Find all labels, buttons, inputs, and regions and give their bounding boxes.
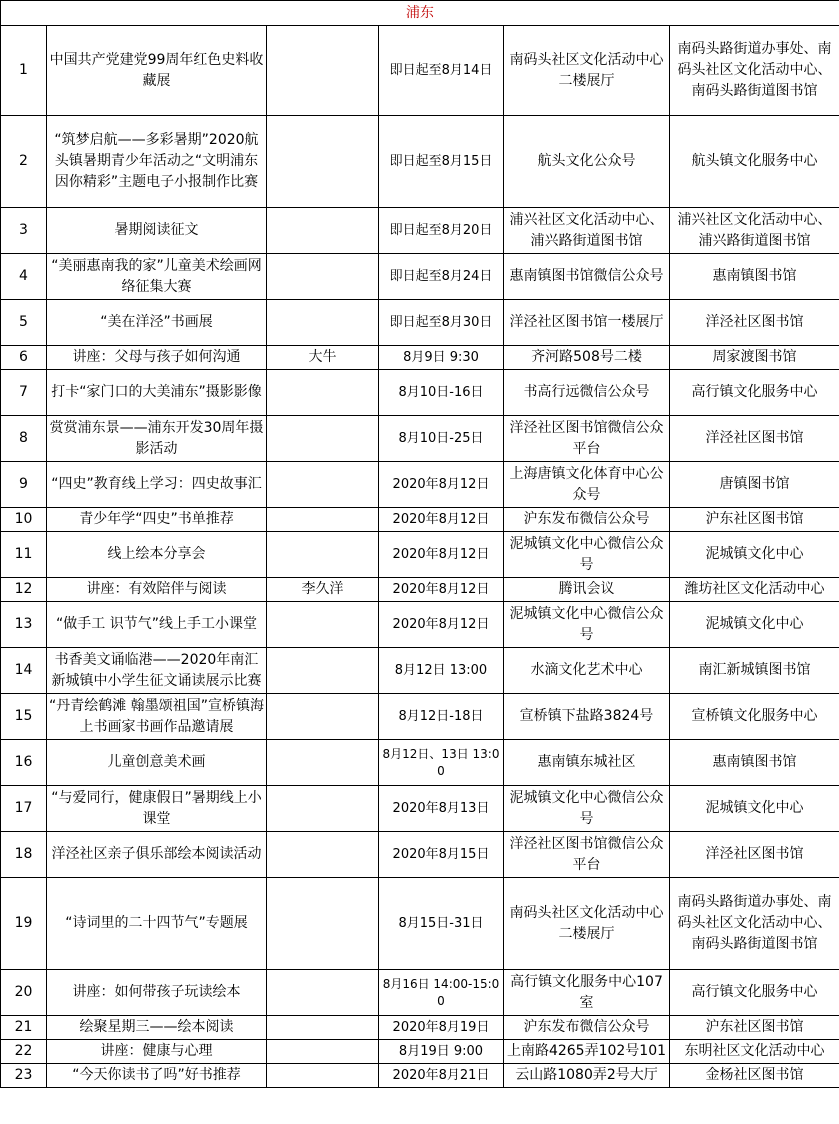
event-organizer: 沪东社区图书馆 bbox=[670, 1016, 839, 1040]
row-number: 18 bbox=[1, 832, 47, 878]
event-location: 上海唐镇文化体育中心公众号 bbox=[504, 462, 670, 508]
event-organizer: 惠南镇图书馆 bbox=[670, 740, 839, 786]
event-location: 洋泾社区图书馆微信公众平台 bbox=[504, 832, 670, 878]
event-location: 南码头社区文化活动中心二楼展厅 bbox=[504, 878, 670, 970]
event-organizer: 洋泾社区图书馆 bbox=[670, 832, 839, 878]
event-location: 泥城镇文化中心微信公众号 bbox=[504, 532, 670, 578]
event-name: 讲座：父母与孩子如何沟通 bbox=[47, 346, 267, 370]
event-name: 暑期阅读征文 bbox=[47, 208, 267, 254]
event-location: 齐河路508号二楼 bbox=[504, 346, 670, 370]
event-name: “丹青绘鹤滩 翰墨颂祖国”宣桥镇海上书画家书画作品邀请展 bbox=[47, 694, 267, 740]
speaker bbox=[267, 416, 379, 462]
event-organizer: 金杨社区图书馆 bbox=[670, 1064, 839, 1088]
table-row bbox=[1, 832, 839, 878]
table-row bbox=[1, 648, 839, 694]
event-location: 云山路1080弄2号大厅 bbox=[504, 1064, 670, 1088]
speaker bbox=[267, 462, 379, 508]
event-time: 2020年8月21日 bbox=[379, 1064, 504, 1088]
event-time: 即日起至8月30日 bbox=[379, 300, 504, 346]
table-row bbox=[1, 370, 839, 416]
table-row bbox=[1, 254, 839, 300]
event-location: 沪东发布微信公众号 bbox=[504, 508, 670, 532]
row-number: 7 bbox=[1, 370, 47, 416]
event-organizer: 潍坊社区文化活动中心 bbox=[670, 578, 839, 602]
event-organizer: 惠南镇图书馆 bbox=[670, 254, 839, 300]
table-row bbox=[1, 878, 839, 970]
event-name: 儿童创意美术画 bbox=[47, 740, 267, 786]
table-row bbox=[1, 462, 839, 508]
event-name: “美丽惠南我的家”儿童美术绘画网络征集大赛 bbox=[47, 254, 267, 300]
event-name: 青少年学“四史”书单推荐 bbox=[47, 508, 267, 532]
event-time: 即日起至8月15日 bbox=[379, 116, 504, 208]
speaker bbox=[267, 26, 379, 116]
event-time: 即日起至8月24日 bbox=[379, 254, 504, 300]
row-number: 21 bbox=[1, 1016, 47, 1040]
event-name: “筑梦启航——多彩暑期”2020航头镇暑期青少年活动之“文明浦东 因你精彩”主题电子小报制作比赛 bbox=[47, 116, 267, 208]
speaker bbox=[267, 602, 379, 648]
row-number: 3 bbox=[1, 208, 47, 254]
event-time: 8月12日 13:00 bbox=[379, 648, 504, 694]
table-row bbox=[1, 26, 839, 116]
speaker bbox=[267, 740, 379, 786]
event-organizer: 航头镇文化服务中心 bbox=[670, 116, 839, 208]
event-location: 泥城镇文化中心微信公众号 bbox=[504, 786, 670, 832]
table-row bbox=[1, 786, 839, 832]
event-time: 8月15日-31日 bbox=[379, 878, 504, 970]
event-location: 上南路4265弄102号101 bbox=[504, 1040, 670, 1064]
row-number: 5 bbox=[1, 300, 47, 346]
event-organizer: 浦兴社区文化活动中心、浦兴路街道图书馆 bbox=[670, 208, 839, 254]
event-time: 即日起至8月14日 bbox=[379, 26, 504, 116]
event-location: 航头文化公众号 bbox=[504, 116, 670, 208]
table-row bbox=[1, 532, 839, 578]
speaker bbox=[267, 694, 379, 740]
event-organizer: 泥城镇文化中心 bbox=[670, 602, 839, 648]
table-row bbox=[1, 740, 839, 786]
speaker bbox=[267, 832, 379, 878]
event-time: 8月10日-25日 bbox=[379, 416, 504, 462]
event-name: 洋泾社区亲子俱乐部绘本阅读活动 bbox=[47, 832, 267, 878]
event-name: 中国共产党建党99周年红色史料收藏展 bbox=[47, 26, 267, 116]
event-organizer: 高行镇文化服务中心 bbox=[670, 370, 839, 416]
speaker bbox=[267, 208, 379, 254]
event-organizer: 高行镇文化服务中心 bbox=[670, 970, 839, 1016]
event-organizer: 泥城镇文化中心 bbox=[670, 786, 839, 832]
row-number: 19 bbox=[1, 878, 47, 970]
event-name: 书香美文诵临港——2020年南汇新城镇中小学生征文诵读展示比赛 bbox=[47, 648, 267, 694]
row-number: 12 bbox=[1, 578, 47, 602]
event-organizer: 沪东社区图书馆 bbox=[670, 508, 839, 532]
event-organizer: 东明社区文化活动中心 bbox=[670, 1040, 839, 1064]
event-organizer: 泥城镇文化中心 bbox=[670, 532, 839, 578]
row-number: 13 bbox=[1, 602, 47, 648]
row-number: 11 bbox=[1, 532, 47, 578]
event-organizer: 宣桥镇文化服务中心 bbox=[670, 694, 839, 740]
table-title: 浦东 bbox=[1, 1, 839, 26]
event-time: 2020年8月12日 bbox=[379, 532, 504, 578]
speaker: 大牛 bbox=[267, 346, 379, 370]
event-organizer: 南码头路街道办事处、南码头社区文化活动中心、南码头路街道图书馆 bbox=[670, 26, 839, 116]
row-number: 9 bbox=[1, 462, 47, 508]
table-row bbox=[1, 578, 839, 602]
speaker bbox=[267, 532, 379, 578]
row-number: 22 bbox=[1, 1040, 47, 1064]
event-location: 沪东发布微信公众号 bbox=[504, 1016, 670, 1040]
row-number: 1 bbox=[1, 26, 47, 116]
row-number: 20 bbox=[1, 970, 47, 1016]
speaker bbox=[267, 786, 379, 832]
event-name: 讲座：有效陪伴与阅读 bbox=[47, 578, 267, 602]
speaker bbox=[267, 1016, 379, 1040]
event-time: 8月9日 9:30 bbox=[379, 346, 504, 370]
event-time: 即日起至8月20日 bbox=[379, 208, 504, 254]
row-number: 6 bbox=[1, 346, 47, 370]
table-row bbox=[1, 970, 839, 1016]
table-row bbox=[1, 1016, 839, 1040]
speaker bbox=[267, 1064, 379, 1088]
speaker bbox=[267, 648, 379, 694]
event-name: “做手工 识节气”线上手工小课堂 bbox=[47, 602, 267, 648]
event-location: 惠南镇图书馆微信公众号 bbox=[504, 254, 670, 300]
event-name: 绘聚星期三——绘本阅读 bbox=[47, 1016, 267, 1040]
event-time: 2020年8月12日 bbox=[379, 508, 504, 532]
event-location: 浦兴社区文化活动中心、浦兴路街道图书馆 bbox=[504, 208, 670, 254]
event-time: 8月12日-18日 bbox=[379, 694, 504, 740]
event-location: 惠南镇东城社区 bbox=[504, 740, 670, 786]
speaker: 李久洋 bbox=[267, 578, 379, 602]
event-time: 2020年8月12日 bbox=[379, 462, 504, 508]
event-time: 2020年8月12日 bbox=[379, 602, 504, 648]
table-row bbox=[1, 1064, 839, 1088]
event-time: 8月19日 9:00 bbox=[379, 1040, 504, 1064]
speaker bbox=[267, 508, 379, 532]
event-time: 8月12日、13日 13:00 bbox=[379, 740, 504, 786]
event-name: 线上绘本分享会 bbox=[47, 532, 267, 578]
event-name: “与爱同行，健康假日”暑期线上小课堂 bbox=[47, 786, 267, 832]
event-time: 2020年8月12日 bbox=[379, 578, 504, 602]
event-organizer: 洋泾社区图书馆 bbox=[670, 300, 839, 346]
table-row bbox=[1, 694, 839, 740]
event-organizer: 周家渡图书馆 bbox=[670, 346, 839, 370]
row-number: 23 bbox=[1, 1064, 47, 1088]
event-name: “美在洋泾”书画展 bbox=[47, 300, 267, 346]
table-row bbox=[1, 416, 839, 462]
event-location: 水滴文化艺术中心 bbox=[504, 648, 670, 694]
speaker bbox=[267, 300, 379, 346]
event-location: 宣桥镇下盐路3824号 bbox=[504, 694, 670, 740]
event-time: 2020年8月15日 bbox=[379, 832, 504, 878]
table-row bbox=[1, 300, 839, 346]
table-row bbox=[1, 116, 839, 208]
event-location: 高行镇文化服务中心107室 bbox=[504, 970, 670, 1016]
event-time: 8月16日 14:00-15:00 bbox=[379, 970, 504, 1016]
table-row bbox=[1, 1040, 839, 1064]
event-name: 讲座：健康与心理 bbox=[47, 1040, 267, 1064]
table-row bbox=[1, 508, 839, 532]
row-number: 4 bbox=[1, 254, 47, 300]
row-number: 14 bbox=[1, 648, 47, 694]
event-organizer: 唐镇图书馆 bbox=[670, 462, 839, 508]
event-location: 泥城镇文化中心微信公众号 bbox=[504, 602, 670, 648]
event-time: 8月10日-16日 bbox=[379, 370, 504, 416]
table-row bbox=[1, 346, 839, 370]
event-location: 南码头社区文化活动中心二楼展厅 bbox=[504, 26, 670, 116]
event-time: 2020年8月19日 bbox=[379, 1016, 504, 1040]
event-name: “四史”教育线上学习：四史故事汇 bbox=[47, 462, 267, 508]
event-organizer: 洋泾社区图书馆 bbox=[670, 416, 839, 462]
event-name: “诗词里的二十四节气”专题展 bbox=[47, 878, 267, 970]
event-name: “今天你读书了吗”好书推荐 bbox=[47, 1064, 267, 1088]
table-title-row bbox=[1, 1, 839, 26]
row-number: 8 bbox=[1, 416, 47, 462]
event-organizer: 南汇新城镇图书馆 bbox=[670, 648, 839, 694]
speaker bbox=[267, 970, 379, 1016]
speaker bbox=[267, 1040, 379, 1064]
table-row bbox=[1, 602, 839, 648]
table-row bbox=[1, 208, 839, 254]
event-location: 洋泾社区图书馆一楼展厅 bbox=[504, 300, 670, 346]
event-time: 2020年8月13日 bbox=[379, 786, 504, 832]
event-organizer: 南码头路街道办事处、南码头社区文化活动中心、南码头路街道图书馆 bbox=[670, 878, 839, 970]
speaker bbox=[267, 370, 379, 416]
event-location: 书高行远微信公众号 bbox=[504, 370, 670, 416]
speaker bbox=[267, 116, 379, 208]
row-number: 16 bbox=[1, 740, 47, 786]
event-location: 洋泾社区图书馆微信公众平台 bbox=[504, 416, 670, 462]
row-number: 2 bbox=[1, 116, 47, 208]
event-name: 赏赏浦东景——浦东开发30周年摄影活动 bbox=[47, 416, 267, 462]
event-name: 打卡“家门口的大美浦东”摄影影像 bbox=[47, 370, 267, 416]
speaker bbox=[267, 254, 379, 300]
event-location: 腾讯会议 bbox=[504, 578, 670, 602]
event-name: 讲座：如何带孩子玩读绘本 bbox=[47, 970, 267, 1016]
row-number: 10 bbox=[1, 508, 47, 532]
row-number: 15 bbox=[1, 694, 47, 740]
speaker bbox=[267, 878, 379, 970]
row-number: 17 bbox=[1, 786, 47, 832]
